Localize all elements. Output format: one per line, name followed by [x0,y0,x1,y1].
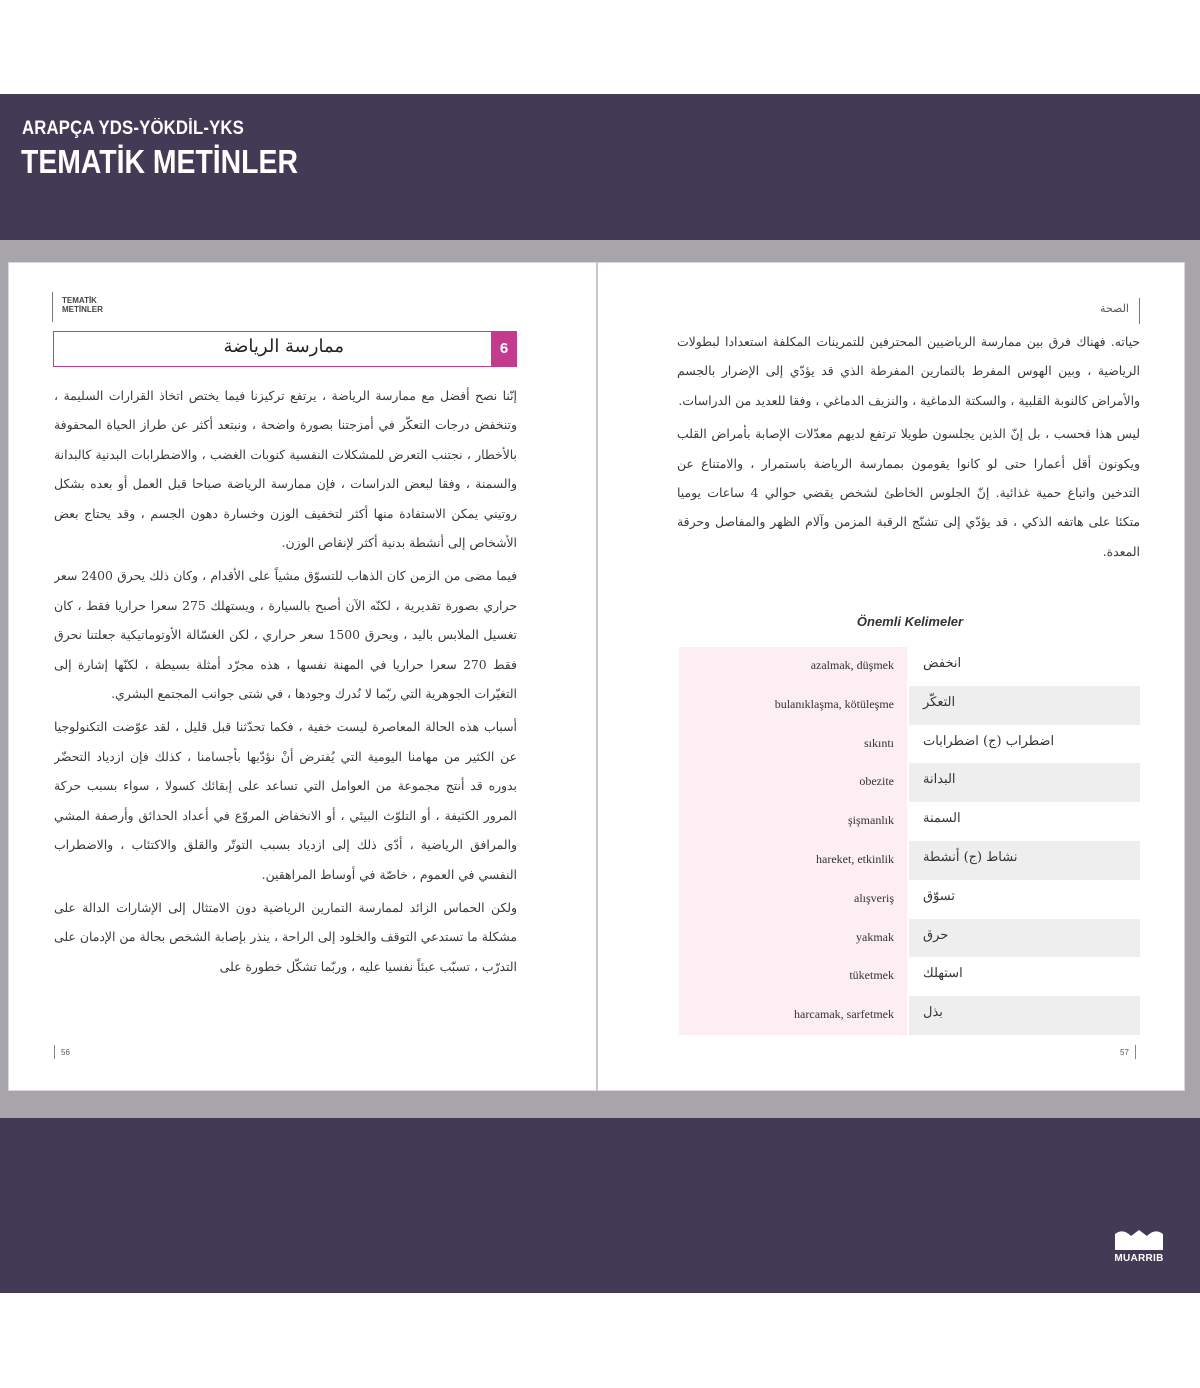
vocab-translation: sıkıntı [863,735,894,750]
book-title: TEMATİK METİNLER [21,143,298,180]
brand-name: MUARRIB [1114,1253,1164,1264]
vocab-word: استهلك [923,966,963,982]
right-page-number: 57 [1120,1045,1136,1059]
vocab-row [679,802,1140,841]
left-page-number: 56 [54,1045,70,1059]
vocab-translation: hareket, etkinlik [816,852,894,866]
lesson-number: 6 [491,331,517,367]
vocab-word: البدانة [923,772,956,788]
vocab-row [679,880,1140,919]
vocab-word: التعكّر [923,694,956,710]
vocab-word: انخفض [923,656,962,671]
left-page-tag: TEMATİK METİNLER [52,292,122,322]
vocab-word: بذل [923,1005,943,1021]
paragraph: ولكن الحماس الزائد لممارسة التمارين الرياضية دون الامتثال إلى الإشارات الدالة على مشكلة ما تستدعي التوقف والخلود إلى الراحة ، ينذر بإصابة الشخص بحالة من الإدمان على التدرّب ، تسبّب عبئاً نفسيا عليه ، وربّما تشكّل خطورة على [54,899,517,974]
vocab-translation: bulanıklaşma, kötüleşme [774,696,894,711]
vocab-row [679,763,1140,802]
vocab-row [679,841,1140,880]
paragraph: ليس هذا فحسب ، بل إنّ الذين يجلسون طويلا ترتفع لديهم معدّلات الإصابة بأمراض القلب ويكونون أقل أعمارا حتى لو كانوا يقومون بممارسة الرياضة باستمرار ، والامتناع عن التدخين واتباع حمية غذائية. إنّ الجلوس الخاطئ لشخص يقضي حوالي 4 ساعات يوميا متكئا على هاتفه الذكي ، قد يؤدّي إلى تشنّج الرقبة المزمن وآلام الظهر والمفاصل وحرقة المعدة. [677,426,1140,559]
lesson-heading [53,331,517,367]
right-page-body [677,327,1140,610]
vocab-row [679,919,1140,958]
vocab-row [679,996,1140,1035]
vocab-row [679,725,1140,764]
vocab-word: حرق [923,927,949,943]
brand-logo [1105,1226,1173,1272]
vocab-translation: harcamak, sarfetmek [794,1007,894,1022]
paragraph: فيما مضى من الزمن كان الذهاب للتسوّق مشياً على الأقدام ، وكان ذلك يحرق 2400 سعر حراري بصورة تقديرية ، لكنّه الآن أصبح بالسيارة ، ويستهلك 275 سعرا حراريا فقط ، كان تغسيل الملابس باليد ، ويحرق 1500 سعر حراري ، لكن الغسّالة الأوتوماتيكية جعلتنا نحرق فقط 270 سعرا حراريا في المهنة نفسها ، هذه مجرّد أمثلة بسيطة ، لكنّها إشارة إلى التغيّرات الجوهرية التي ربّما لا نُدرك وجودها ، في شتى جوانب المجتمع البشري. [54,568,517,702]
vocab-word: اضطراب (ج) اضطرابات [923,733,1055,749]
left-page-body [54,381,517,1041]
vocab-row [679,686,1140,725]
vocab-word: السمنة [923,811,961,827]
series-title: ARAPÇA YDS-YÖKDİL-YKS [22,118,245,139]
vocab-translation: azalmak, düşmek [810,658,894,672]
paragraph: أسباب هذه الحالة المعاصرة ليست خفية ، فكما تحدّثنا قبل قليل ، لقد عوّضت التكنولوجيا عن الكثير من مهامنا اليومية التي يُفترض أنْ نؤدّيها بأجسامنا ، كذلك فإن ازدياد التحضّر بدوره قد أنتج مجموعة من العوامل التي تساعد على إبقائك كسولا ، سواء بسبب حركة المرور الكثيفة ، أو التلوّث البيئي ، أو الانخفاض المروّع في أعداد الحدائق وأرصفة المشي والمرافق الرياضية ، أدّى ذلك إلى ازدياد بسبب التوتّر والقلق والاكتئاب ، والاضطراب النفسي في العموم ، خاصّة في أوساط المراهقين. [54,719,517,882]
vocab-translation: yakmak [856,929,894,944]
vocab-translation: alışveriş [854,890,894,905]
page-gutter [596,262,598,1091]
vocab-table [679,647,1140,1035]
paragraph: إنّنا نصح أفضل مع ممارسة الرياضة ، يرتفع تركيزنا فيما يختص اتخاذ القرارات السليمة ، وتنخفض درجات التعكّر في أمزجتنا بصورة واضحة ، ونبتعد أكثر عن طراز الحياة المحفوفة بالأخطار ، نجتنب التعرض للمشكلات النفسية كنوبات الغضب ، والاضطرابات البدنية كالبدانة والسمنة ، وفقا لبعض الدراسات ، فإن ممارسة الرياضة صباحا قبل العمل أو بعده بشكل روتيني يمكن الاستفادة منها أكثر لتخفيف الوزن وخسارة دهون الجسم ، وقد يحتاج بعض الأشخاص إلى أنشطة بدنية أكثر لإنقاص الوزن. [54,388,517,551]
vocab-word: تسوّق [923,888,956,904]
bottom-banner [0,1118,1200,1293]
vocab-translation: şişmanlık [847,813,894,828]
paragraph: حياته. فهناك فرق بين ممارسة الرياضيين المحترفين للتمرينات المكلفة استعدادا لبطولات الرياضية ، وبين الهوس المفرط بالتمارين المفرطة الذي قد يؤدّي إلى الإضرار بالجسم والأمراض كالنوبة القلبية ، والسكتة الدماغية ، والنزيف الدماغي ، وفقا للعديد من الدراسات. [677,334,1140,408]
lesson-title: ممارسة الرياضة [223,336,344,357]
right-page-header: الصحة [1080,298,1140,324]
vocab-row [679,957,1140,996]
vocab-word: نشاط (ج) أنشطة [923,850,1018,865]
crown-mark-icon [1113,1226,1165,1252]
vocab-title: Önemli Kelimeler [856,614,964,629]
vocab-translation: obezite [859,774,894,789]
vocab-translation: tüketmek [849,968,894,983]
vocab-row [679,647,1140,686]
